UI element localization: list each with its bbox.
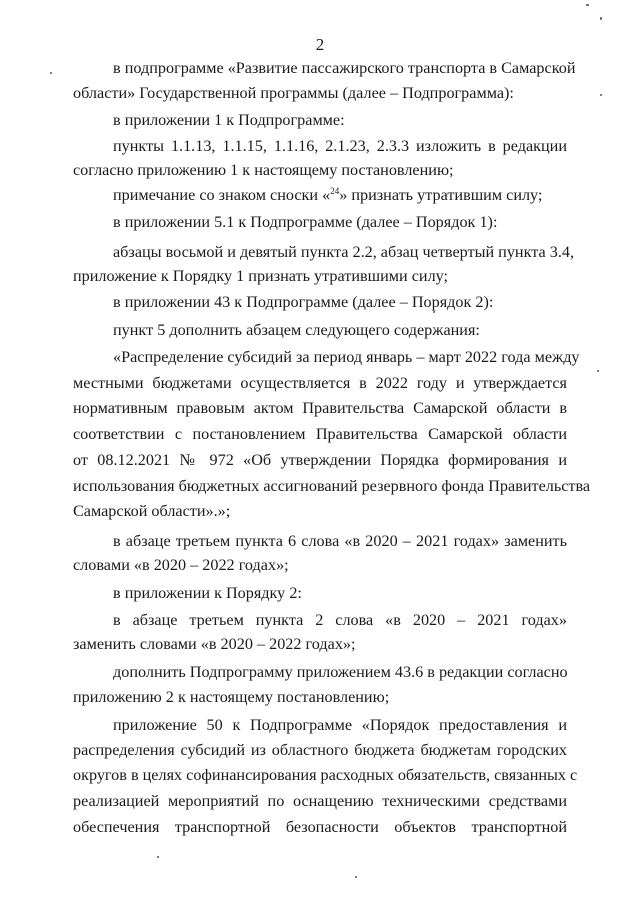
text-line: реализацией мероприятий по оснащению техническими средствами	[73, 792, 567, 810]
text-line: приложение к Порядку 1 признать утратившими силу;	[73, 267, 449, 285]
scan-speck	[586, 4, 589, 6]
text-line: в подпрограмме «Развитие пассажирского транспорта в Самарской	[113, 59, 576, 77]
text-line: Самарской области».»;	[73, 502, 231, 520]
text-line: округов в целях софинансирования расходных обязательств, связанных с	[73, 766, 578, 784]
scan-speck	[355, 876, 357, 878]
text-line: «Распределение субсидий за период январь – март 2022 года между	[113, 348, 580, 366]
text-line: в приложении к Порядку 2:	[113, 584, 302, 602]
text-line: в приложении 1 к Подпрограмме:	[113, 111, 345, 129]
text-line: местными бюджетами осуществляется в 2022 году и утверждается	[73, 374, 567, 392]
text-line: обеспечения транспортной безопасности объектов транспортной	[73, 818, 567, 836]
text-line: области» Государственной программы (далее – Подпрограмма):	[73, 84, 514, 102]
text-line: в приложении 43 к Подпрограмме (далее – Порядок 2):	[113, 293, 494, 311]
scan-speck	[600, 17, 602, 20]
text-line: пункты 1.1.13, 1.1.15, 1.1.16, 2.1.23, 2.3.3 изложить в редакции	[113, 137, 567, 155]
text-line: словами «в 2020 – 2022 годах»;	[73, 556, 289, 574]
text-line: в абзаце третьем пункта 2 слова «в 2020 – 2021 годах»	[113, 611, 567, 629]
text-line: заменить словами «в 2020 – 2022 годах»;	[73, 635, 356, 653]
text-line: приложению 2 к настоящему постановлению;	[73, 688, 390, 706]
scan-speck	[433, 311, 435, 313]
text-line: пункт 5 дополнить абзацем следующего содержания:	[113, 321, 480, 339]
text-line: в абзаце третьем пункта 6 слова «в 2020 – 2021 годах» заменить	[113, 532, 567, 550]
text-line: приложение 50 к Подпрограмме «Порядок предоставления и	[113, 716, 567, 734]
text-line: в приложении 5.1 к Подпрограмме (далее – Порядок 1):	[113, 213, 498, 231]
text-line: использования бюджетных ассигнований резервного фонда Правительства	[73, 477, 591, 495]
text-line: согласно приложению 1 к настоящему постановлению;	[73, 161, 454, 179]
page-number: 2	[315, 35, 325, 54]
text-line: дополнить Подпрограмму приложением 43.6 в редакции согласно	[113, 663, 568, 681]
scan-speck	[50, 72, 52, 74]
footnote-mark: 24	[330, 186, 340, 196]
text-line: абзацы восьмой и девятый пункта 2.2, абзац четвертый пункта 3.4,	[113, 243, 575, 261]
scan-speck	[157, 856, 159, 858]
scan-speck	[600, 94, 602, 96]
text-line: соответствии с постановлением Правительства Самарской области	[73, 425, 567, 443]
text-line: распределения субсидий из областного бюджета бюджетам городских	[73, 741, 567, 759]
text-line: нормативным правовым актом Правительства Самарской области в	[73, 399, 567, 417]
text-line: примечание со знаком сноски «$^{24}$» признать утратившим силу;	[113, 186, 543, 204]
text-line: от 08.12.2021 № 972 «Об утверждении Порядка формирования и	[73, 451, 567, 469]
scan-speck	[597, 370, 599, 372]
